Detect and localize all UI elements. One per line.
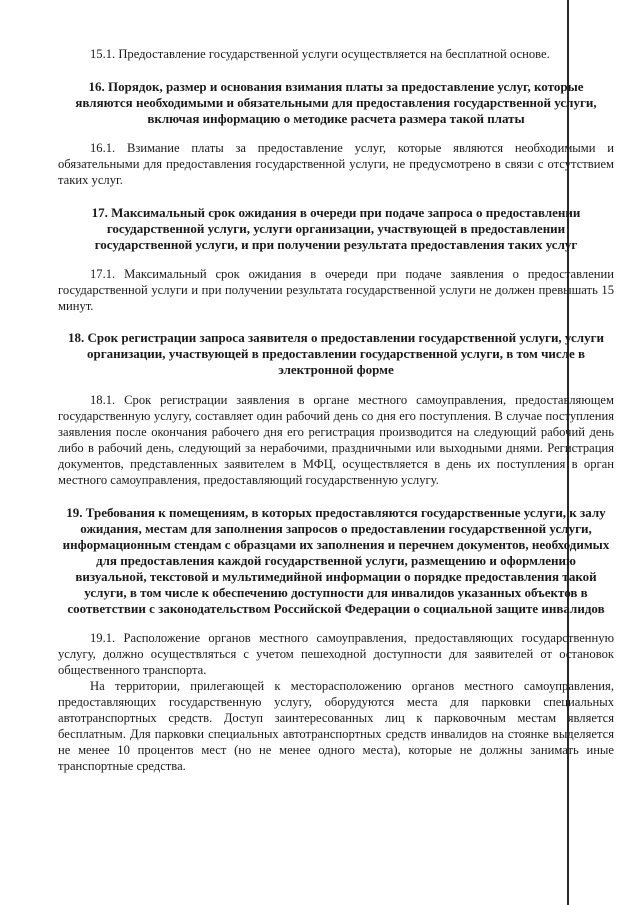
paragraph-15-1: 15.1. Предоставление государственной услуги осуществляется на бесплатной основе. [90, 47, 550, 61]
heading-16: 16. Порядок, размер и основания взимания платы за предоставление услуг, которые являются необходимыми и обязательными для предоставления государственной услуги, включая информацию о методике расчета размера такой платы [75, 79, 597, 126]
document-page [58, 0, 614, 774]
heading-17: 17. Максимальный срок ожидания в очереди при подаче запроса о предоставлении государственной услуги, услуги организации, участвующей в предоставлении государственной услуги, и при получении результата предоставления таких услуг [91, 205, 581, 252]
paragraph-16-1: 16.1. Взимание платы за предоставление услуг, которые являются необходимыми и обязательными для предоставления государственной услуги, не предусмотрено в связи с отсутствием таких услуг. [58, 141, 614, 187]
paragraph-19-2: На территории, прилегающей к месторасположению органов местного самоуправления, предоставляющих государственную услугу, оборудуются места для парковки специальных автотранспортных средств. Доступ заинтересованных лиц к парковочным местам является бесплатным. Для парковки специальных автотранспортных средств инвалидов на стоянке выделяется не менее 10 процентов мест (но не менее одного места), которые не должны занимать иные транспортные средства. [58, 679, 614, 773]
paragraph-19-1: 19.1. Расположение органов местного самоуправления, предоставляющих государственную услугу, должно осуществляться с учетом пешеходной доступности для заявителей от остановок общественного транспорта. [58, 631, 614, 677]
heading-19: 19. Требования к помещениям, в которых предоставляются государственные услуги, к залу ожидания, местам для заполнения запросов о предоставлении государственной услуги, информационным стендам с образцами их заполнения и перечнем документов, необходимых для предоставления каждой государственной услуги, размещению и оформлению визуальной, текстовой и мультимедийной информации о порядке предоставления такой услуги, в том числе к обеспечению доступности для инвалидов указанных объектов в соответствии с законодательством Российской Федерации о социальной защите инвалидов [62, 505, 610, 616]
paragraph-18-1: 18.1. Срок регистрации заявления в органе местного самоуправления, предоставляющем государственную услугу, составляет один рабочий день со дня его поступления. В случае поступления заявления после окончания рабочего дня его регистрация производится на следующий рабочий день либо в рабочий день, следующий за нерабочими, праздничными или выходными днями. Регистрация документов, представленных заявителем в МФЦ, осуществляется в день их поступления в орган местного самоуправления, предоставляющий государственную услугу. [58, 393, 614, 487]
heading-18: 18. Срок регистрации запроса заявителя о предоставлении государственной услуги, услуги организации, участвующей в предоставлении государственной услуги, в том числе в электронной форме [67, 330, 604, 377]
paragraph-17-1: 17.1. Максимальный срок ожидания в очереди при подаче заявления о предоставлении государственной услуги и при получении результата государственной услуги не должен превышать 15 минут. [58, 267, 614, 313]
